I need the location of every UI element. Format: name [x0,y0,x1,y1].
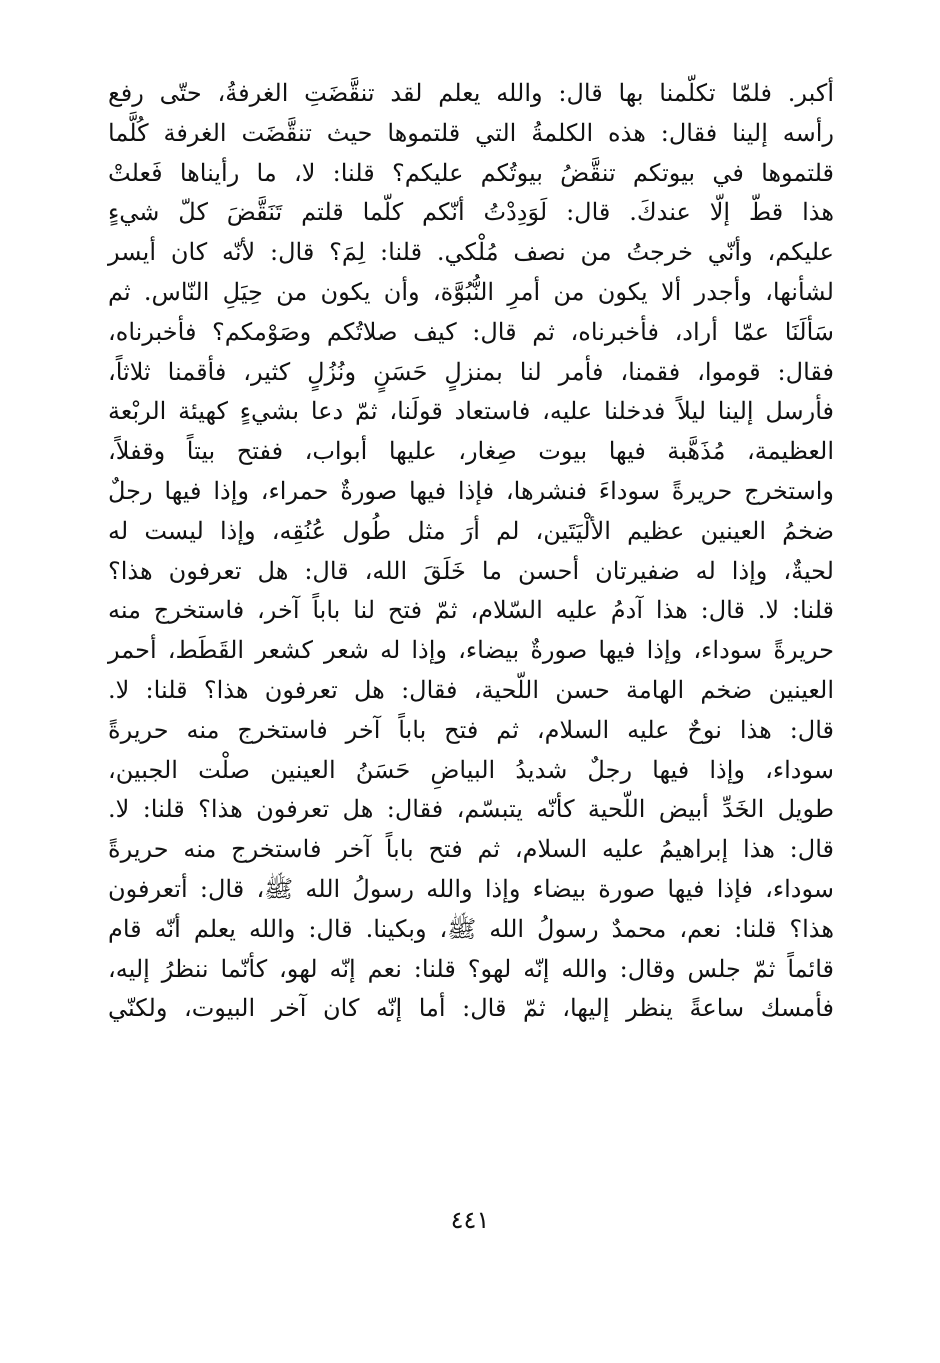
text-line: عليكم، وأنّي خرجتُ من نصف مُلْكي. قلنا: لِمَ؟ قال: لأنّه كان أيسر [108,238,834,267]
text-line: قائماً ثمّ جلس وقال: والله إنّه لهو؟ قلنا: نعم إنّه لهو، كأنّما ننظرُ إليه، [108,954,834,983]
text-line: واستخرج حريرةً سوداءَ فنشرها، فإذا فيها صورةٌ حمراء، وإذا فيها رجلٌ [108,476,834,505]
text-line: قلنا: لا. قال: هذا آدمُ عليه السّلام، ثمّ فتح لنا باباً آخر، فاستخرج منه [108,596,834,625]
text-line: هذا؟ قلنا: نعم، محمدٌ رسولُ الله ﷺ، وبكينا. قال: والله يعلم أنّه قام [108,914,834,943]
text-line: لشأنها، وأجدر ألا يكون من أمرِ النُّبُوَّة، وأن يكون من حِيَلِ النّاس. ثم [108,277,834,306]
text-line: أكبر. فلمّا تكلّمنا بها قال: والله يعلم لقد تنقَّضَتِ الغرفةُ، حتّى رفع [108,79,834,107]
text-line: حريرةً سوداء، وإذا فيها صورةٌ بيضاء، وإذا له شعر كشعر القَطَط، أحمر [108,636,834,665]
text-line: سَألَنَا عمّا أراد، فأخبرناه، ثم قال: كيف صلاتُكم وصَوْمكم؟ فأخبرناه، [108,317,834,346]
text-line: سوداء، وإذا فيها رجلٌ شديدُ البياضِ حَسَنُ العينين صلْت الجبين، [108,755,834,784]
body-text [108,74,834,1029]
text-line: قال: هذا إبراهيمُ عليه السلام، ثم فتح باباً آخر فاستخرج منه حريرةً [108,835,834,864]
text-line: لحيةٌ، وإذا له ضفيرتان أحسن ما خَلَقَ الله، قال: هل تعرفون هذا؟ [108,556,834,585]
text-line: قال: هذا نوحٌ عليه السلام، ثم فتح باباً آخر فاستخرج منه حريرةً [108,715,834,744]
text-line: فأمسك ساعةً ينظر إليها، ثمّ قال: أما إنّه كان آخر البيوت، ولكنّي [108,994,834,1023]
text-line: العينين ضخم الهامة حسن اللّحية، فقال: هل تعرفون هذا؟ قلنا: لا. [108,675,834,704]
page-number: ٤٤١ [450,1206,490,1234]
text-line: فقال: قوموا، فقمنا، فأمر لنا بمنزلٍ حَسَنٍ ونُزُلٍ كثير، فأقمنا ثلاثاً، [108,357,834,386]
text-line: رأسه إلينا فقال: هذه الكلمةُ التي قلتموها حيث تنقَّضَت الغرفة كُلَّما [108,118,834,147]
text-line: طويل الخَدِّ أبيض اللّحية كأنّه يتبسّم، فقال: هل تعرفون هذا؟ قلنا: لا. [108,795,834,824]
text-line: هذا قطّ إلّا عندكَ. قال: لَوَدِدْتُ أنّكم كلّما قلتم تَنَقَّضَ كلّ شيءٍ [108,198,834,227]
text-line: ضخمُ العينين عظيم الألْيَتَين، لم أرَ مثل طُول عُنُقِه، وإذا ليست له [108,516,834,545]
text-line: سوداء، فإذا فيها صورة بيضاء وإذا والله رسولُ الله ﷺ، قال: أتعرفون [108,874,834,903]
text-line: العظيمة، مُذَهَّبة فيها بيوت صِغار، عليها أبواب، ففتح بيتاً وقفلاً، [108,437,834,466]
text-line: قلتموها في بيوتكم تنقَّضُ بيوتُكم عليكم؟ قلنا: لا، ما رأيناها فَعلتْ [108,158,834,187]
text-line: فأرسل إلينا ليلاً فدخلنا عليه، فاستعاد قولَنا، ثمّ دعا بشيءٍ كهيئة الربْعة [108,397,834,426]
